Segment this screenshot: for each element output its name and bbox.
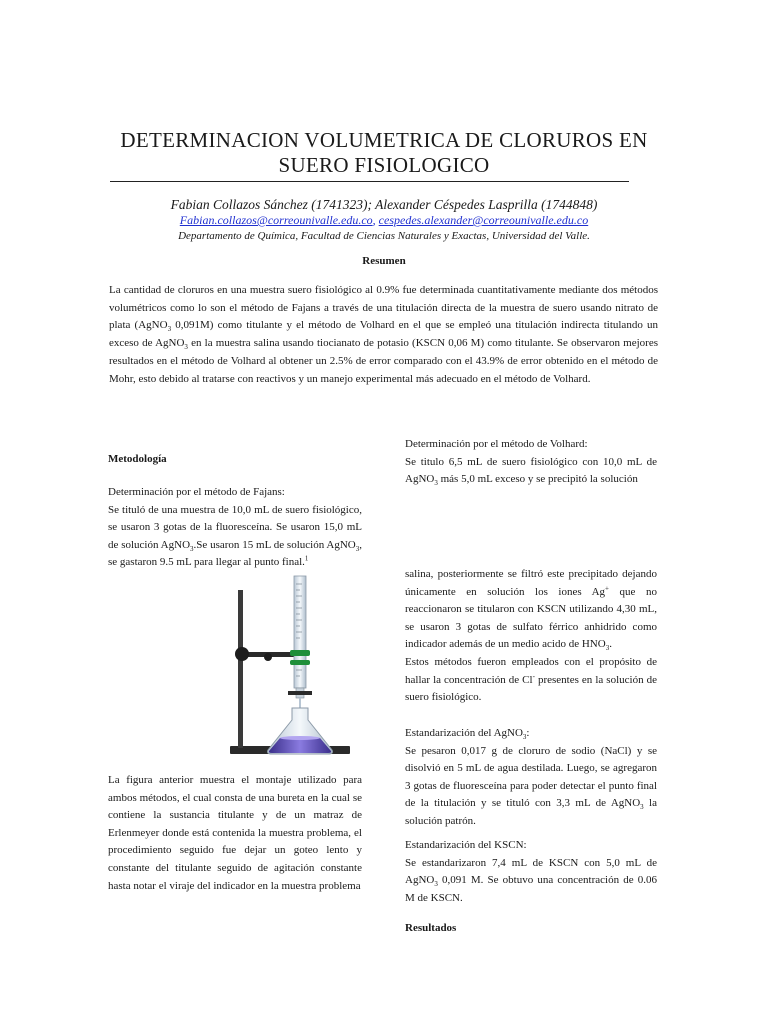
abstract-part: 0,091M) como titulante y el método de Volhard en el que se empleó una titulación indirecta titulando un exceso de AgNO — [109, 319, 658, 350]
text-part: la solución patrón. — [405, 797, 657, 827]
stand-rod — [238, 590, 243, 748]
abstract-text — [109, 282, 658, 388]
footnote-ref: 1 — [304, 554, 309, 563]
volhard-text — [405, 454, 657, 489]
title-divider — [110, 181, 629, 182]
text-part: Estandarización del AgNO — [405, 727, 523, 739]
fajans-section — [108, 484, 362, 572]
flask-liquid — [269, 738, 331, 753]
text-part: .Se usaron 15 mL de solución AgNO — [193, 538, 356, 551]
abstract-part: La cantidad de cloruros en una muestra suero fisiológico al 0.9% fue determinada cuantitativamente mediante dos métodos volumétricos como lo son el método de Fajans a través de una titulación directa de la muestra de suero usando nitrato de plata (AgNO — [109, 284, 658, 332]
abstract-part: en la muestra salina usando tiocianato de potasio (KSCN 0,06 M) como titulante. Se observaron mejores resultados en el método de Volhard al obtener un 2.5% de error comparado con el 43.9% de error obtenido en el método de Mohr, esto debido al tratarse con reactivos y un manejo experimental más adecuado en el método de Volhard. — [109, 337, 658, 385]
text-part: : — [526, 727, 530, 739]
volhard-section — [405, 436, 657, 489]
email-link-cespedes[interactable]: cespedes.alexander@correounivalle.edu.co — [378, 213, 589, 227]
volhard-cont-text — [405, 566, 657, 654]
text-part: que no reaccionaron se titularon con KSCN utilizando 4,30 mL, se usaron 3 gotas de sulfato férrico anhidrido como indicador además de un medio acido de HNO — [405, 585, 657, 651]
subscript: 3 — [434, 880, 438, 889]
text-part: Estos métodos fueron empleados con el propósito de hallar la concentración de Cl — [405, 655, 657, 686]
abstract-heading: Resumen — [362, 255, 406, 267]
text-part: salina, posteriormente se filtró este precipitado dejando únicamente en solución los iones Ag — [405, 568, 657, 598]
subscript: 3 — [355, 544, 360, 553]
std-kscn-title: Estandarización del KSCN: — [405, 839, 527, 851]
burette-flask-illustration — [228, 574, 362, 760]
std-kscn-text — [405, 855, 657, 908]
std-kscn-section — [405, 837, 657, 907]
paper-title-line-2: SUERO FISIOLOGICO — [278, 153, 490, 177]
std-agno3-section — [405, 725, 657, 831]
std-agno3-title — [405, 725, 657, 743]
subscript: 3 — [167, 325, 172, 334]
paper-title-line-1: DETERMINACION VOLUMETRICA DE CLORUROS EN — [120, 128, 648, 152]
department: Departamento de Química, Facultad de Ciencias Naturales y Exactas, Universidad del Valle. — [178, 230, 590, 242]
subscript: 3 — [184, 343, 188, 352]
figure-description: La figura anterior muestra el montaje utilizado para ambos métodos, el cual consta de una bureta en la cual se contiene la sustancia titulante y de un matraz de Erlenmeyer donde está contenida la muestra problema, el procedimiento seguido fue dejar un goteo lento y constante del titulante seguido de agitación constante hasta notar el viraje del indicador en la muestra problema — [108, 774, 362, 892]
email-link-collazos[interactable]: Fabian.collazos@correounivalle.edu.co — [179, 213, 373, 227]
text-part: presentes en la solución de suero fisiológico. — [405, 673, 657, 704]
email-separator: , — [372, 213, 379, 227]
paper-title — [80, 128, 688, 178]
subscript: 3 — [190, 544, 194, 553]
subscript: 3 — [605, 644, 610, 653]
text-part: , se gastaron 9.5 mL para llegar al punto final. — [108, 538, 362, 569]
fajans-text — [108, 502, 362, 572]
volhard-title: Determinación por el método de Volhard: — [405, 438, 588, 450]
text-part: Se titulo 6,5 mL de suero fisiológico con 10,0 mL de AgNO — [405, 455, 657, 486]
subscript: 3 — [522, 733, 527, 742]
clamp-knob — [235, 647, 249, 661]
methodology-heading: Metodología — [108, 453, 167, 465]
authors: Fabian Collazos Sánchez (1741323); Alexander Céspedes Lasprilla (1744848) — [170, 197, 598, 212]
text-part: . — [609, 638, 612, 651]
text-part: 0,091 M. Se obtuvo una concentración de 0.06 M de KSCN. — [405, 874, 657, 904]
text-part: Se tituló de una muestra de 10,0 mL de suero fisiológico, se usaron 3 gotas de la fluoresceína. Se usaron 15,0 mL de solución AgNO — [108, 503, 362, 551]
text-part: Se estandarizaron 7,4 mL de KSCN con 5,0 mL de AgNO — [405, 856, 657, 887]
text-part: más 5,0 mL exceso y se precipitó la solución — [437, 473, 638, 486]
purpose-text — [405, 654, 657, 707]
titration-setup-figure — [228, 574, 362, 760]
subscript: 3 — [434, 479, 438, 488]
subscript: 3 — [640, 803, 644, 812]
fajans-title: Determinación por el método de Fajans: — [108, 486, 285, 498]
std-agno3-text — [405, 743, 657, 831]
author-emails — [100, 213, 668, 228]
superscript: + — [605, 583, 609, 592]
text-part: Se pesaron 0,017 g de cloruro de sodio (NaCl) y se disolvió en 5 mL de agua destilada. Luego, se agregaron 3 gotas de fluoresceína para poder detectar el punto final de la titulación y se tituló con 3,3 mL de AgNO — [405, 744, 657, 810]
volhard-continuation — [405, 566, 657, 707]
results-heading: Resultados — [405, 922, 457, 934]
clamp-jaw — [290, 650, 310, 656]
superscript: - — [532, 671, 535, 680]
